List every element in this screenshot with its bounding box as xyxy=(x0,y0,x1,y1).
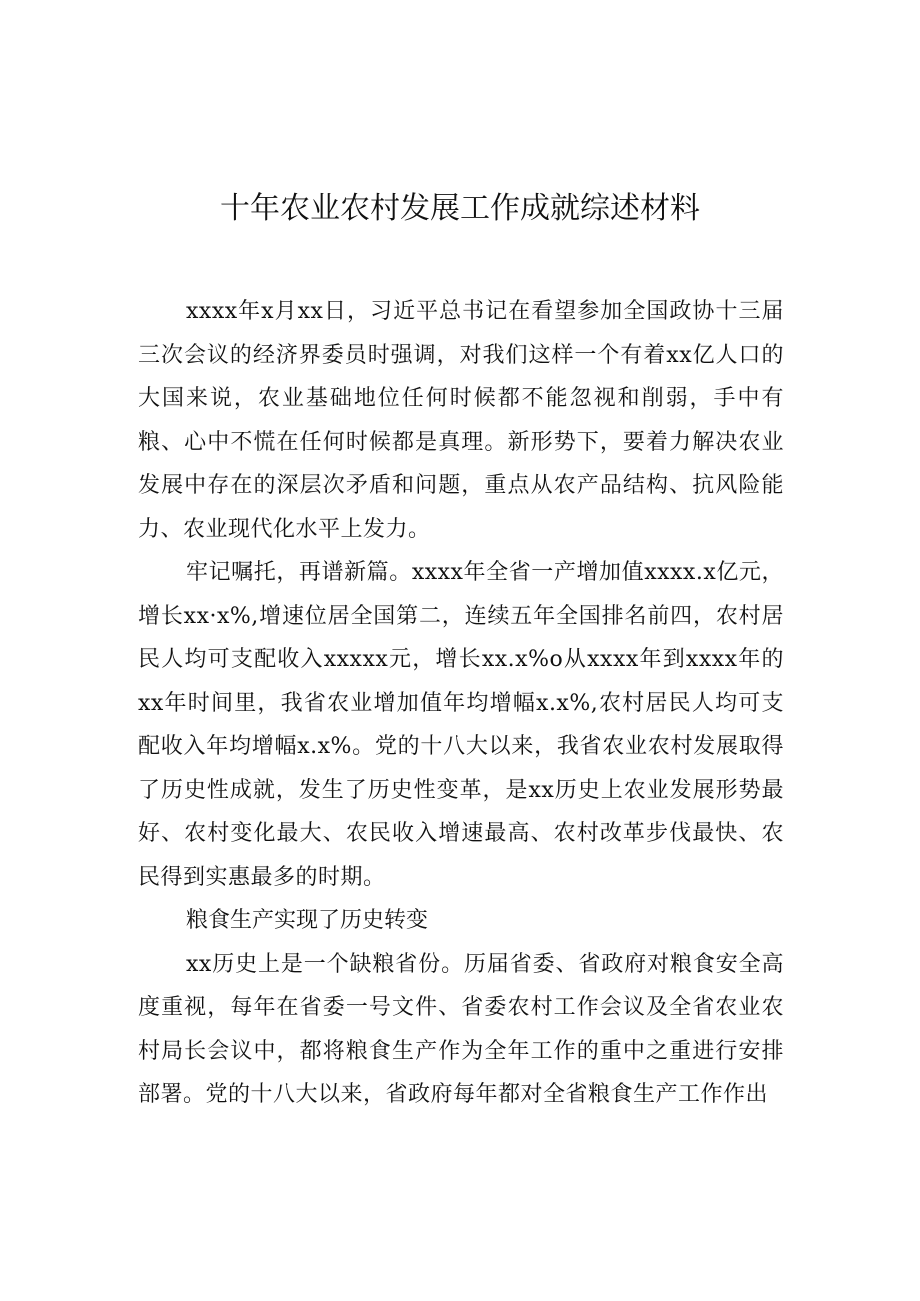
section-heading: 粮食生产实现了历史转变 xyxy=(186,908,429,933)
paragraph-intro: xxxx年x月xx日，习近平总书记在看望参加全国政协十三届三次会议的经济界委员时强调，对我们这样一个有着xx亿人口的大国来说，农业基础地位任何时候都不能忽视和削弱，手中有粮、心中不慌在任何时候都是真理。新形势下，要着力解决农业发展中存在的深层次矛盾和问题，重点从农产品结构、抗风险能力、农业现代化水平上发力。 xyxy=(138,299,784,542)
document-title: 十年农业农村发展工作成就综述材料 xyxy=(220,191,700,226)
paragraph-grain-production: xx历史上是一个缺粮省份。历届省委、省政府对粮食安全高度重视，每年在省委一号文件、省委农村工作会议及全省农业农村局长会议中，都将粮食生产作为全年工作的重中之重进行安排部署。党的十八大以来，省政府每年都对全省粮食生产工作作出 xyxy=(138,951,784,1107)
document-body xyxy=(138,290,784,1117)
paragraph-achievements: 牢记嘱托，再谱新篇。xxxx年全省一产增加值xxxx.x亿元，增长xx·x%,增速位居全国第二，连续五年全国排名前四，农村居民人均可支配收入xxxxx元，增长xx.x%o从xxxx年到xxxx年的xx年时间里，我省农业增加值年均增幅x.x%,农村居民人均可支配收入年均增幅x.x%。党的十八大以来，我省农业农村发展取得了历史性成就，发生了历史性变革，是xx历史上农业发展形势最好、农村变化最大、农民收入增速最高、农村改革步伐最快、农民得到实惠最多的时期。 xyxy=(138,560,784,890)
